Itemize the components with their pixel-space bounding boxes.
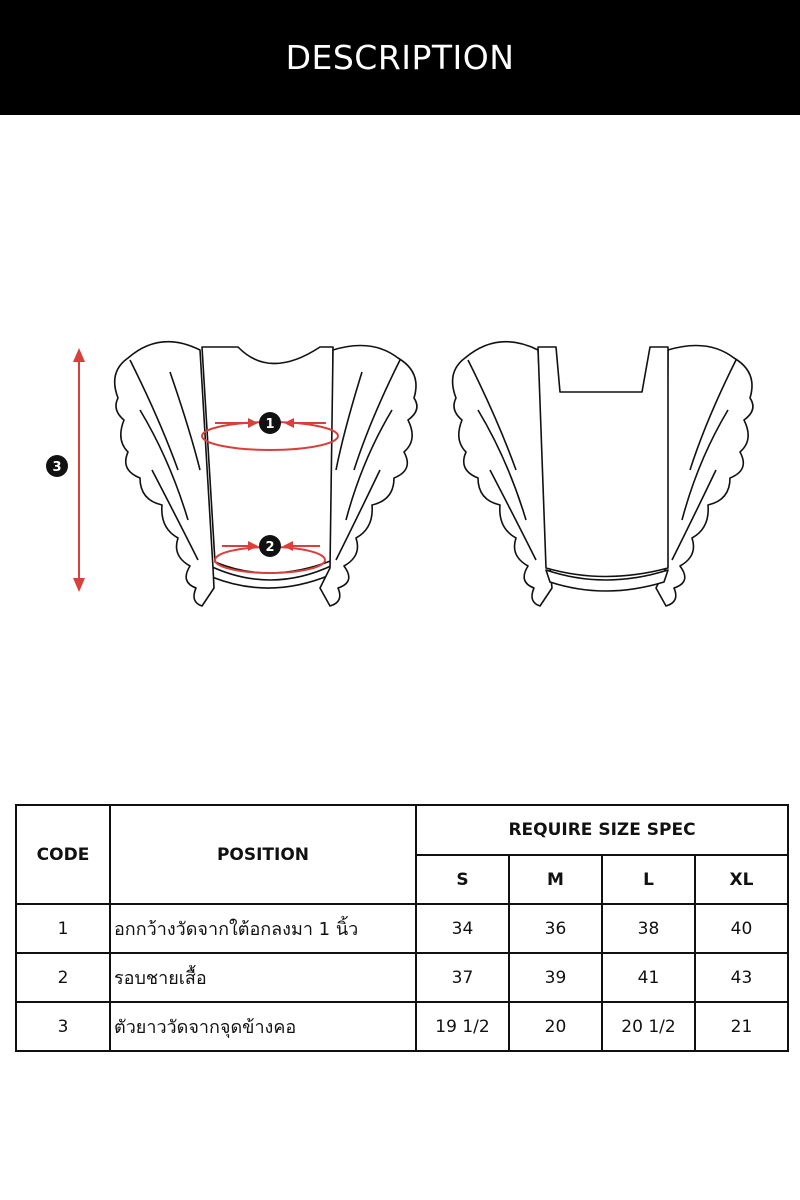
size-spec-table — [15, 804, 789, 1052]
row-position: อกกว้างวัดจากใต้อกลงมา 1 นิ้ว — [110, 904, 416, 953]
front-view — [115, 342, 417, 606]
row-value-s: 37 — [416, 953, 509, 1002]
garment-diagram — [0, 330, 800, 620]
row-value-m: 36 — [509, 904, 602, 953]
marker-1: 1 — [265, 417, 275, 432]
row-value-xl: 40 — [695, 904, 788, 953]
row-value-s: 34 — [416, 904, 509, 953]
size-header-m: M — [509, 855, 602, 904]
back-left-ruffle — [453, 342, 552, 606]
table-row — [16, 953, 788, 1002]
row-value-l: 41 — [602, 953, 695, 1002]
row-value-l: 20 1/2 — [602, 1002, 695, 1051]
size-header-xl: XL — [695, 855, 788, 904]
row-value-xl: 43 — [695, 953, 788, 1002]
table-row — [16, 904, 788, 953]
row-code: 1 — [16, 904, 110, 953]
marker-3: 3 — [52, 460, 62, 475]
row-code: 3 — [16, 1002, 110, 1051]
row-value-s: 19 1/2 — [416, 1002, 509, 1051]
row-value-xl: 21 — [695, 1002, 788, 1051]
front-left-ruffle — [115, 342, 214, 606]
row-value-m: 39 — [509, 953, 602, 1002]
page-header — [0, 0, 800, 115]
back-body — [538, 347, 668, 577]
size-header-s: S — [416, 855, 509, 904]
spec-header: REQUIRE SIZE SPEC — [416, 805, 788, 855]
size-header-l: L — [602, 855, 695, 904]
measure-3 — [46, 348, 85, 592]
table-row — [16, 1002, 788, 1051]
row-value-m: 20 — [509, 1002, 602, 1051]
row-position: รอบชายเสื้อ — [110, 953, 416, 1002]
front-right-ruffle — [320, 346, 417, 607]
row-value-l: 38 — [602, 904, 695, 953]
position-header: POSITION — [110, 805, 416, 904]
marker-2: 2 — [265, 540, 275, 555]
row-position: ตัวยาววัดจากจุดข้างคอ — [110, 1002, 416, 1051]
back-right-ruffle — [656, 346, 753, 607]
row-code: 2 — [16, 953, 110, 1002]
page-title: DESCRIPTION — [285, 38, 515, 77]
back-view — [453, 342, 753, 606]
code-header: CODE — [16, 805, 110, 904]
